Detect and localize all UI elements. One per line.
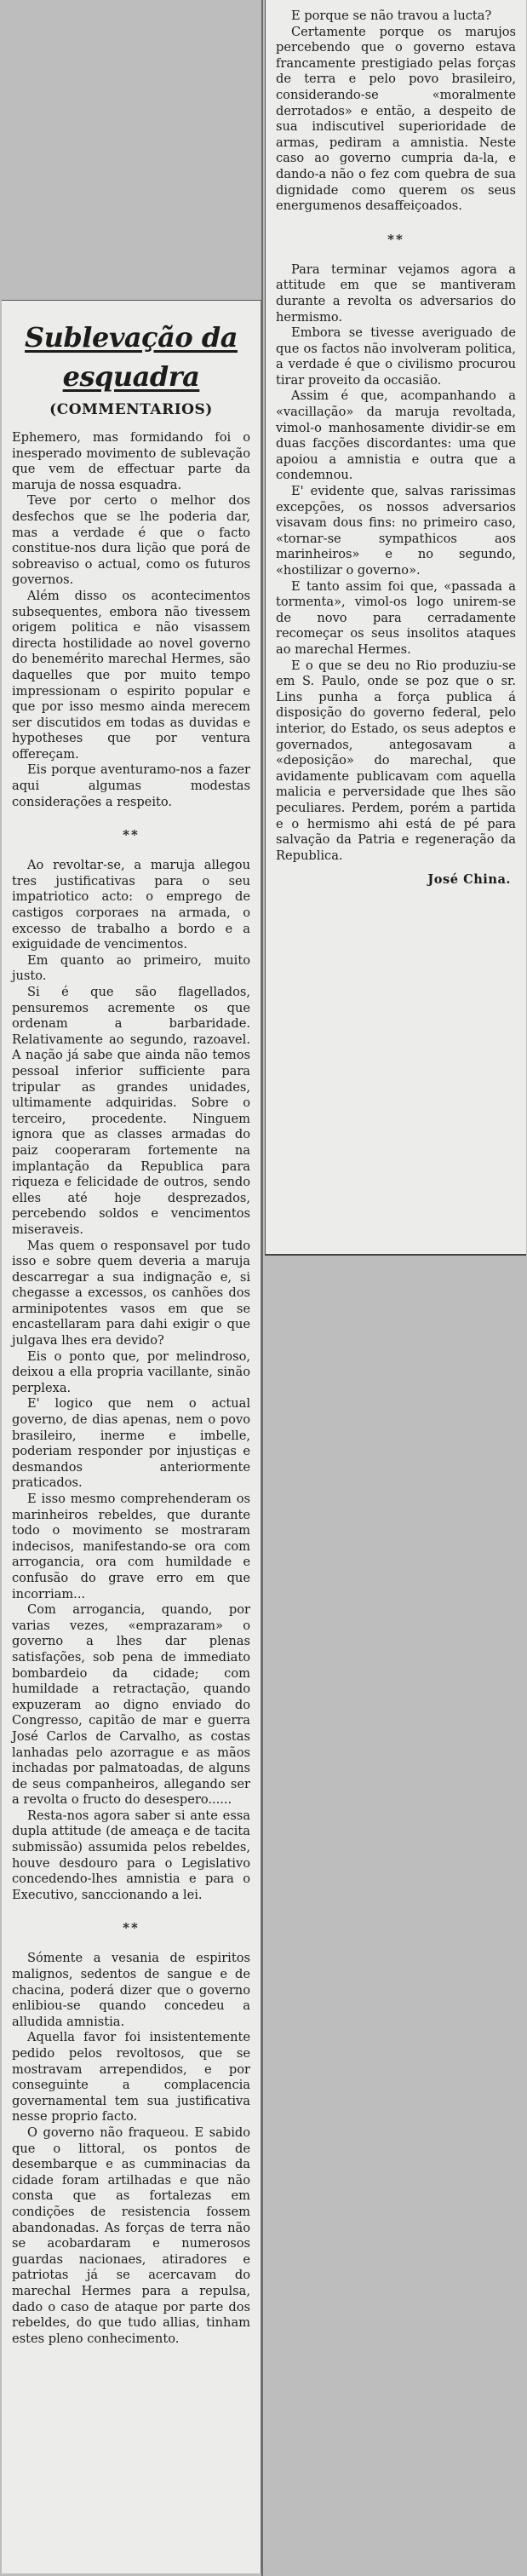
paragraph: Ephemero, mas formidando foi o inesperado movimento de sublevação que vem de effectuar parte da maruja de nossa esquadra.	[12, 430, 250, 492]
subheadline: (COMMENTARIOS)	[49, 401, 213, 418]
paragraph: Sómente a vesania de espiritos malignos, sedentos de sangue e de chacina, poderá dizer que o governo enlibiou-se quando concedeu a alludida amnistia.	[12, 1951, 250, 2029]
paragraph: Aquella favor foi insistentemente pedido pelos revoltosos, que se mostravam arrependidos, e por conseguinte a complacencia governamental tem sua justificativa nesse proprio facto.	[12, 2030, 250, 2125]
paragraph: Com arrogancia, quando, por varias vezes, «emprazaram» o governo a lhes dar plenas satisfações, sob pena de immediato bombardeio da cidade; com humildade a retractação, quando expuzeram ao digno enviado do Congresso, capitão de mar e guerra José Carlos de Carvalho, as costas lanhadas pelo azorrague e as mãos inchadas por palmatoadas, de alguns de seus companheiros, allegando ser a revolta o fructo do desespero......	[12, 1602, 250, 1808]
section-separator: **	[123, 827, 140, 843]
paragraph: Ao revoltar-se, a maruja allegou tres justificativas para o seu impatriotico acto: o emprego de castigos corporaes na armada, o excesso de trabalho a bordo e a exiguidade de vencimentos.	[12, 858, 250, 952]
paragraph: Para terminar vejamos agora a attitude em que se mantiveram durante a revolta os adversarios do hermismo.	[276, 262, 516, 325]
left-section-1	[12, 430, 250, 810]
section-separator: **	[123, 1920, 140, 1936]
right-section-1	[276, 9, 516, 215]
paragraph: Si é que são flagellados, pensuremos acremente os que ordenam a barbaridade. Relativamente ao segundo, razoavel. A nação já sabe que ainda não temos pessoal inferior sufficiente para tripular as grandes unidades, ultimamente adquiridas. Sobre o terceiro, procedente. Ninguem ignora que as classes armadas do paiz cooperaram fortemente na implantação da Republica para riqueza e felicidade de outros, sendo elles até hoje desprezados, percebendo soldos e vencimentos miseraveis.	[12, 985, 250, 1237]
paragraph: Teve por certo o melhor dos desfechos que se lhe poderia dar, mas a verdade é que o facto constitue-nos dura lição que porá de sobreaviso o actual, como os futuros governos.	[12, 493, 250, 588]
right-column	[265, 0, 526, 1256]
paragraph: E o que se deu no Rio produziu-se em S. Paulo, onde se poz que o sr. Lins punha a força publica á disposição do governo federal, pelo interior, do Estado, os seus adeptos e governados, antegosavam a «deposição» do marechal, que avidamente publicavam com aquella malicia e perversidade que lhes são peculiares. Perdem, porém a partida e o hermismo ahi está de pé para salvação da Patria e regeneração da Republica.	[276, 658, 516, 863]
paragraph: E porque se não travou a lucta?	[291, 9, 492, 23]
headline: Sublevação da esquadra	[25, 321, 238, 393]
column-rule	[261, 0, 263, 2576]
paragraph: Eis porque aventuramo-nos a fazer aqui algumas modestas considerações a respeito.	[12, 762, 250, 809]
left-section-3	[12, 1951, 250, 2347]
paragraph: Eis o ponto que, por melindroso, deixou a ella propria vacillante, sinão perplexa.	[12, 1348, 250, 1395]
paragraph: Mas quem o responsavel por tudo isso e sobre quem deveria a maruja descarregar a sua indignação e, si chegasse a excessos, os canhões dos arminipotentes vasos em que se encastellaram para dahi exigir o que julgava lhes era devido?	[12, 1238, 250, 1348]
right-section-2	[276, 262, 516, 865]
paragraph: E' evidente que, salvas rarissimas excepções, os nossos adversarios visavam dous fins: no primeiro caso, «tornar-se sympathicos aos marinheiros» e no segundo, «hostilizar o governo».	[276, 484, 516, 578]
paragraph: O governo não fraqueou. E sabido que o littoral, os pontos de desembarque e as cumminacias da cidade foram artilhadas e que não consta que as fortalezas em condições de resistencia fossem abandonadas. As forças de terra não se acobardaram e numerosos guardas nacionaes, atiradores e patriotas já se acercavam do marechal Hermes para a repulsa, dado o caso de ataque por parte dos rebeldes, do que tudo allias, tinham estes pleno conhecimento.	[12, 2125, 250, 2346]
paragraph: Além disso os acontecimentos subsequentes, embora não tivessem origem politica e não visassem directa hostilidade ao novel governo do benemérito marechal Hermes, são daquelles que por muito tempo impressionam o espirito popular e que por isso mesmo ainda merecem ser discutidos em todas as duvidas e hypotheses que por ventura offereçam.	[12, 588, 250, 762]
section-separator: **	[387, 231, 404, 247]
paragraph: E tanto assim foi que, «passada a tormenta», vimol-os logo unirem-se de novo para cerradamente recomeçar os seus insolitos ataques ao marechal Hermes.	[276, 578, 516, 657]
paragraph: Resta-nos agora saber si ante essa dupla attitude (de ameaça e de tacita submissão) assumida pelos rebeldes, houve desdouro para o Legislativo concedendo-lhes amnistia e para o Executivo, sanccionando a lei.	[12, 1808, 250, 1902]
paragraph: E isso mesmo comprehenderam os marinheiros rebeldes, que durante todo o movimento se mostraram indecisos, manifestando-se ora com arrogancia, ora com humildade e confusão do grave erro em que incorriam...	[12, 1492, 250, 1601]
paragraph: Em quanto ao primeiro, muito justo.	[12, 952, 250, 984]
left-section-2	[12, 858, 250, 1903]
paragraph: Certamente porque os marujos percebendo que o governo estava francamente prestigiado pelas forças de terra e pelo povo brasileiro, considerando-se «moralmente derrotados» e então, a despeito de sua indiscutivel superioridade de armas, pediram a amnistia. Neste caso ao governo cumpria da-la, e dando-a não o fez com quebra de sua dignidade como querem os seus energumenos desaffeiçoados.	[276, 24, 516, 214]
paragraph: Embora se tivesse averiguado de que os factos não involveram politica, a verdade é que o civilismo procurou tirar proveito da occasião.	[276, 325, 516, 388]
paragraph: E' logico que nem o actual governo, de dias apenas, nem o povo brasileiro, inerme e imbelle, poderiam responder por injustiças e desmandos anteriormente praticados.	[12, 1396, 250, 1491]
paragraph: Assim é que, acompanhando a «vacillação» da maruja revoltada, vimol-o manhosamente dividir-se em duas facções discordantes: uma que apoiou a amnistia e outra que a condemnou.	[276, 388, 516, 483]
author-signature: José China.	[427, 872, 511, 888]
left-column	[2, 300, 261, 2573]
